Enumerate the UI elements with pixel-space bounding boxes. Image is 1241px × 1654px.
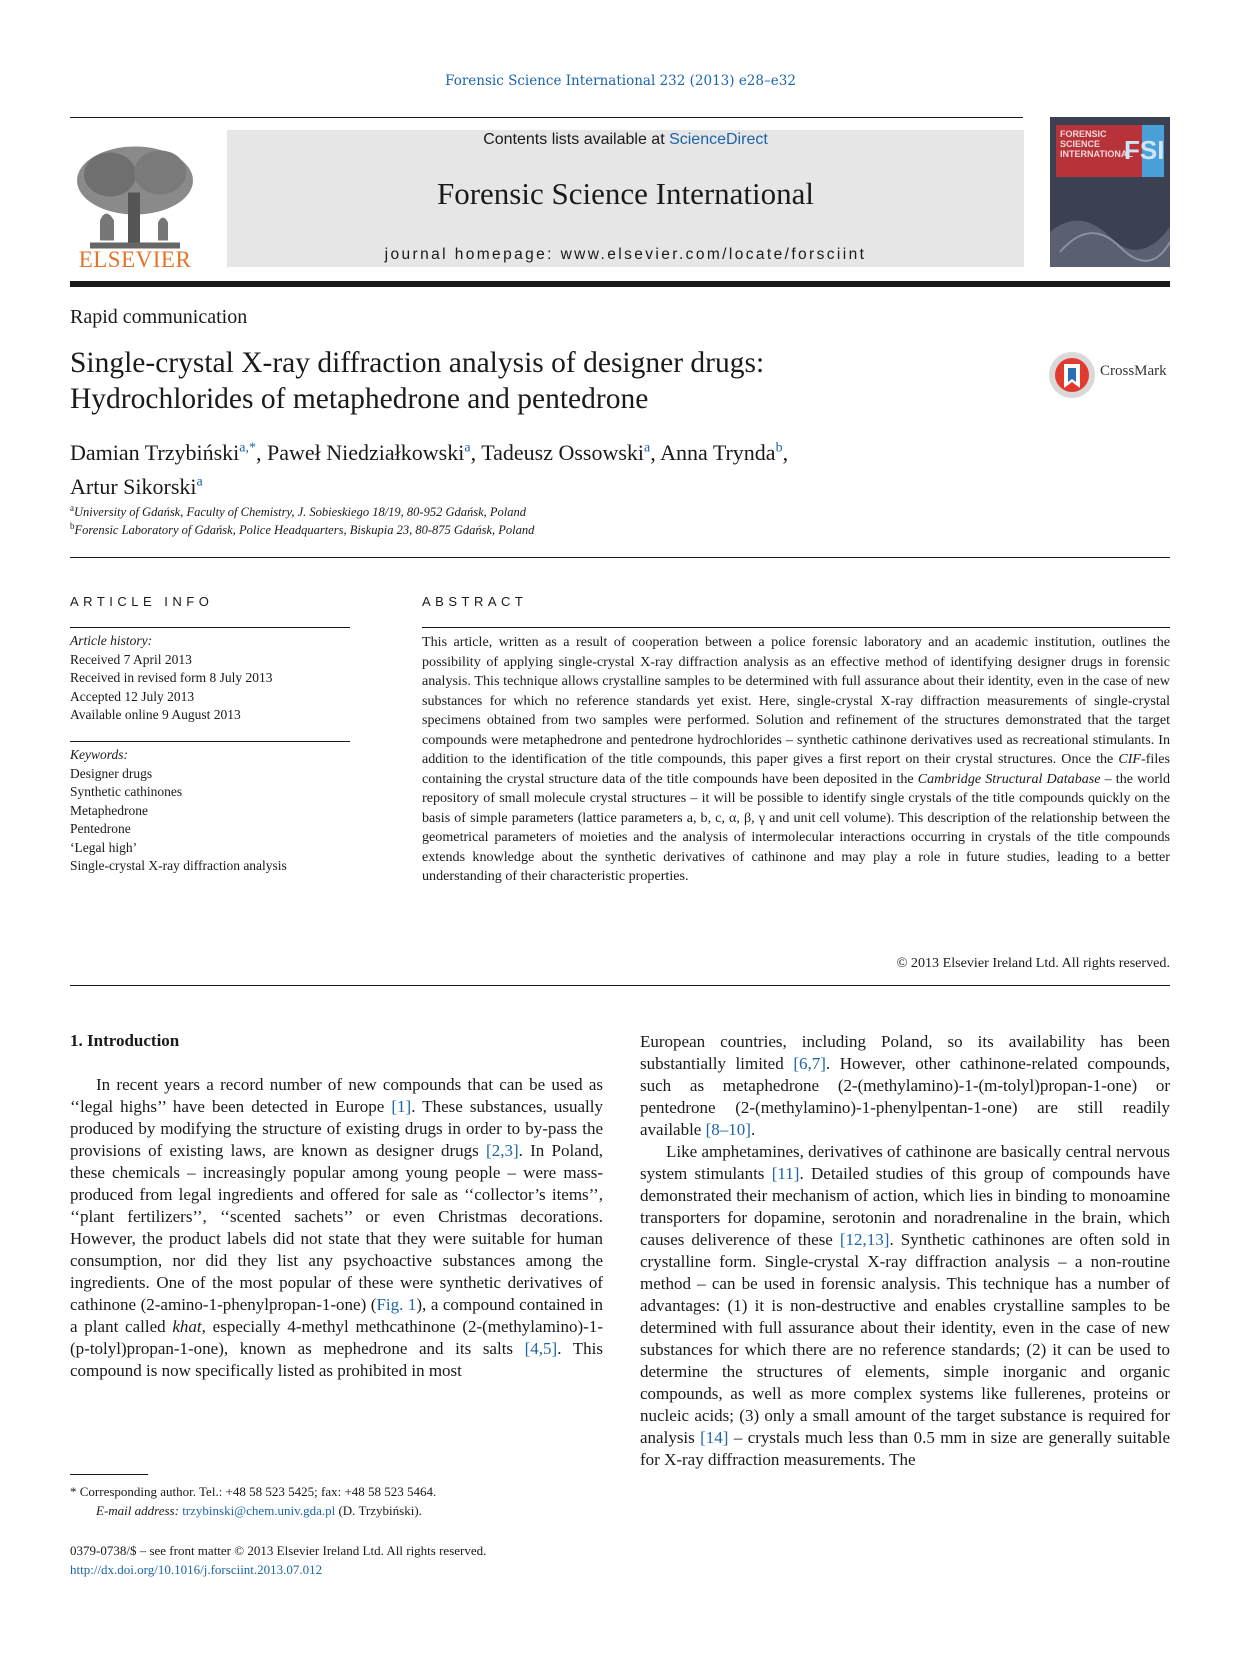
abstract-text: This article, written as a result of cooperation between a police forensic laboratory and an academic institution, outlines the possibility of applying single-crystal X-ray diffraction analysis as an effective method of identifying designer drugs in forensic analysis. This technique allows crystalline samples to be determined with full assurance about their identity, even in the case of new substances for which no reference standards yet exist. Here, single-crystal X-ray diffraction measurements of single-crystal specimens obtained from two samples were performed. Solution and refinement of the structures demonstrated that the target compounds were metaphedrone and pentedrone hydrochlorides – synthetic cathinone derivatives used as recreational stimulants. In addition to the identification of the title compounds, this paper gives a first report on their crystal structures. Once the CIF-files containing the crystal structure data of the title compounds have been deposited in the Cambridge Structural Database – the world repository of small molecule crystal structures – it will be possible to identify single crystals of the title compounds quickly on the basis of simple parameters (lattice parameters a, b, c, α, β, γ and unit cell volume). This description of the relationship between the geometrical parameters of moieties and the analysis of intermolecular interactions occurring in crystals of the title compounds extends knowledge about the synthetic derivatives of cathinone and may play a role in future studies, leading to a better understanding of their characteristic properties. (422, 634, 1170, 884)
title-line-2: Hydrochlorides of metaphedrone and pentedrone (70, 383, 649, 415)
abstract-rule (422, 627, 1170, 628)
history-revised: Received in revised form 8 July 2013 (70, 670, 273, 685)
corresponding-author-note: * Corresponding author. Tel.: +48 58 523 5425; fax: +48 58 523 5464. (70, 1484, 437, 1499)
article-history (70, 632, 350, 725)
email-link[interactable]: trzybinski@chem.univ.gda.pl (182, 1503, 336, 1518)
keywords-label: Keywords: (70, 747, 128, 762)
crossmark-badge[interactable] (1047, 350, 1170, 400)
ref-link[interactable]: [6,7] (793, 1054, 826, 1073)
abstract-copyright: © 2013 Elsevier Ireland Ltd. All rights reserved. (896, 955, 1170, 971)
intro-paragraph-1: In recent years a record number of new compounds that can be used as ‘‘legal highs’’ have been detected in Europe [1]. These substances, usually produced by modifying the structure of existing drugs in order to by-pass the provisions of existing laws, are known as designer drugs [2,3]. In Poland, these chemicals – increasingly popular among young people – were mass-produced from legal ingredients and offered for sale as ‘‘collector’s items’’, ‘‘plant fertilizers’’, ‘‘scented sachets’’ or even Christmas decorations. However, the product labels did not state that they were suitable for human consumption, nor did they list any psychoactive substances among the ingredients. One of the most popular of these were synthetic derivatives of cathinone (2-amino-1-phenylpropan-1-one) (Fig. 1), a compound contained in a plant called khat, especially 4-methyl methcathinone (2-(methylamino)-1-(p-tolyl)propan-1-one), known as mephedrone and its salts [4,5]. This compound is now specifically listed as prohibited in most (70, 1075, 604, 1380)
journal-name: Forensic Science International (436, 176, 815, 211)
keyword-item: Single-crystal X-ray diffraction analysis (70, 858, 287, 873)
header-thick-rule (70, 281, 1170, 287)
ref-link[interactable]: [14] (700, 1428, 729, 1447)
author-2[interactable]: Paweł Niedziałkowski$^a$ (267, 440, 471, 466)
keyword-item: Pentedrone (70, 821, 131, 836)
article-info-rule (70, 627, 350, 628)
cover-badge: FSI (1124, 135, 1165, 165)
journal-cover-image (1050, 117, 1170, 267)
intro-paragraph-2: Like amphetamines, derivatives of cathinone are basically central nervous system stimulants [11]. Detailed studies of this group of compounds have demonstrated their mechanism of action, which lies in binding to monoamine transporters for dopamine, serotonin and noradrenaline in the brain, which causes deliverence of these [12,13]. Synthetic cathinones are often sold in crystalline form. Single-crystal X-ray diffraction analysis – a non-routine method – can be used in forensic analysis. This technique has a number of advantages: (1) it is non-destructive and enables crystalline samples to be determined with full assurance about their identity, even in the case of new substances for which there are no reference standards; (2) it can be used to determine the structures of elements, simple inorganic and organic compounds, as well as more complex systems like fullerenes, proteins or nucleic acids; (3) only a small amount of the target substance is required for analysis [14] – crystals much less than 0.5 mm in size are generally suitable for X-ray diffraction measurements. The (640, 1142, 1171, 1469)
introduction-heading: 1. Introduction (70, 1031, 180, 1050)
affiliation-rule (70, 557, 1170, 558)
author-3[interactable]: Tadeusz Ossowski$^a$ (481, 440, 651, 466)
journal-citation[interactable]: Forensic Science International 232 (2013) e28–e32 (445, 73, 796, 89)
author-4[interactable]: Anna Trynda$^b$ (660, 440, 783, 466)
article-type: Rapid communication (70, 306, 248, 328)
keywords-list (70, 746, 350, 876)
body-column-right (640, 1031, 1170, 1471)
crossmark-label: CrossMark (1100, 363, 1167, 379)
elsevier-wordmark: ELSEVIER (78, 247, 192, 272)
footnote-rule (70, 1474, 148, 1475)
title-line-1: Single-crystal X-ray diffraction analysis of designer drugs: (70, 347, 765, 379)
issn-line: 0379-0738/$ – see front matter © 2013 Elsevier Ireland Ltd. All rights reserved. (70, 1543, 487, 1558)
history-accepted: Accepted 12 July 2013 (70, 688, 195, 704)
history-online: Available online 9 August 2013 (70, 707, 241, 722)
contents-line (227, 131, 1024, 149)
keyword-item: Synthetic cathinones (70, 784, 183, 799)
body-column-left (70, 1074, 603, 1382)
figure-link[interactable]: Fig. 1 (376, 1295, 417, 1314)
cover-title: FORENSIC SCIENCE INTERNATIONAL (1060, 129, 1133, 159)
keywords-rule (70, 741, 350, 742)
abstract-bottom-rule (70, 985, 1170, 986)
crossmark-icon (1047, 350, 1097, 400)
contents-prefix: Contents lists available at (483, 131, 670, 148)
abstract-heading: ABSTRACT (422, 594, 528, 609)
doi-link[interactable]: http://dx.doi.org/10.1016/j.forsciint.2013.07.012 (70, 1562, 323, 1577)
ref-link[interactable]: [11] (771, 1164, 800, 1183)
author-list: Damian Trzybiński$^{a,*}$, Paweł Niedziałkowski$^a$, Tadeusz Ossowski$^a$, Anna Trynda$^b$, Artur Sikorski$^a$ (70, 440, 789, 499)
ref-link[interactable]: [8–10] (705, 1120, 751, 1139)
history-received: Received 7 April 2013 (70, 651, 192, 667)
intro-paragraph-1-cont: European countries, including Poland, so its availability has been substantially limited [6,7]. However, other cathinone-related compounds, such as metaphedrone (2-(methylamino)-1-(m-tolyl)propan-1-one) or pentedrone (2-(methylamino)-1-phenylpentan-1-one) are still readily available [8–10]. (640, 1032, 1170, 1139)
affiliation-b: $^b$Forensic Laboratory of Gdańsk, Police Headquarters, Biskupia 23, 80-875 Gdańsk, Poland (70, 521, 535, 538)
keyword-item: Metaphedrone (70, 802, 148, 818)
affiliation-a: $^a$University of Gdańsk, Faculty of Chemistry, J. Sobieskiego 18/19, 80-952 Gdańsk, Poland (70, 503, 527, 520)
history-label: Article history: (70, 633, 153, 648)
ref-link[interactable]: [4,5] (524, 1339, 558, 1358)
ref-link[interactable]: [12,13] (839, 1230, 890, 1249)
header-rule (70, 117, 1023, 118)
article-info-heading: ARTICLE INFO (70, 594, 214, 609)
author-1[interactable]: Damian Trzybiński$^{a,*}$ (70, 440, 257, 466)
keyword-item: Designer drugs (70, 765, 153, 781)
keyword-item: ‘Legal high’ (70, 839, 138, 855)
ref-link[interactable]: [1] (391, 1097, 412, 1116)
journal-homepage[interactable]: journal homepage: www.elsevier.com/locate/forsciint (384, 246, 867, 263)
journal-banner (227, 130, 1024, 267)
email-note: E-mail address: trzybinski@chem.univ.gda.pl (D. Trzybiński). (96, 1503, 422, 1518)
ref-link[interactable]: [2,3] (486, 1141, 519, 1160)
article-title (70, 345, 970, 417)
sciencedirect-link[interactable]: ScienceDirect (669, 131, 768, 148)
author-5[interactable]: Artur Sikorski$^a$ (70, 473, 203, 499)
